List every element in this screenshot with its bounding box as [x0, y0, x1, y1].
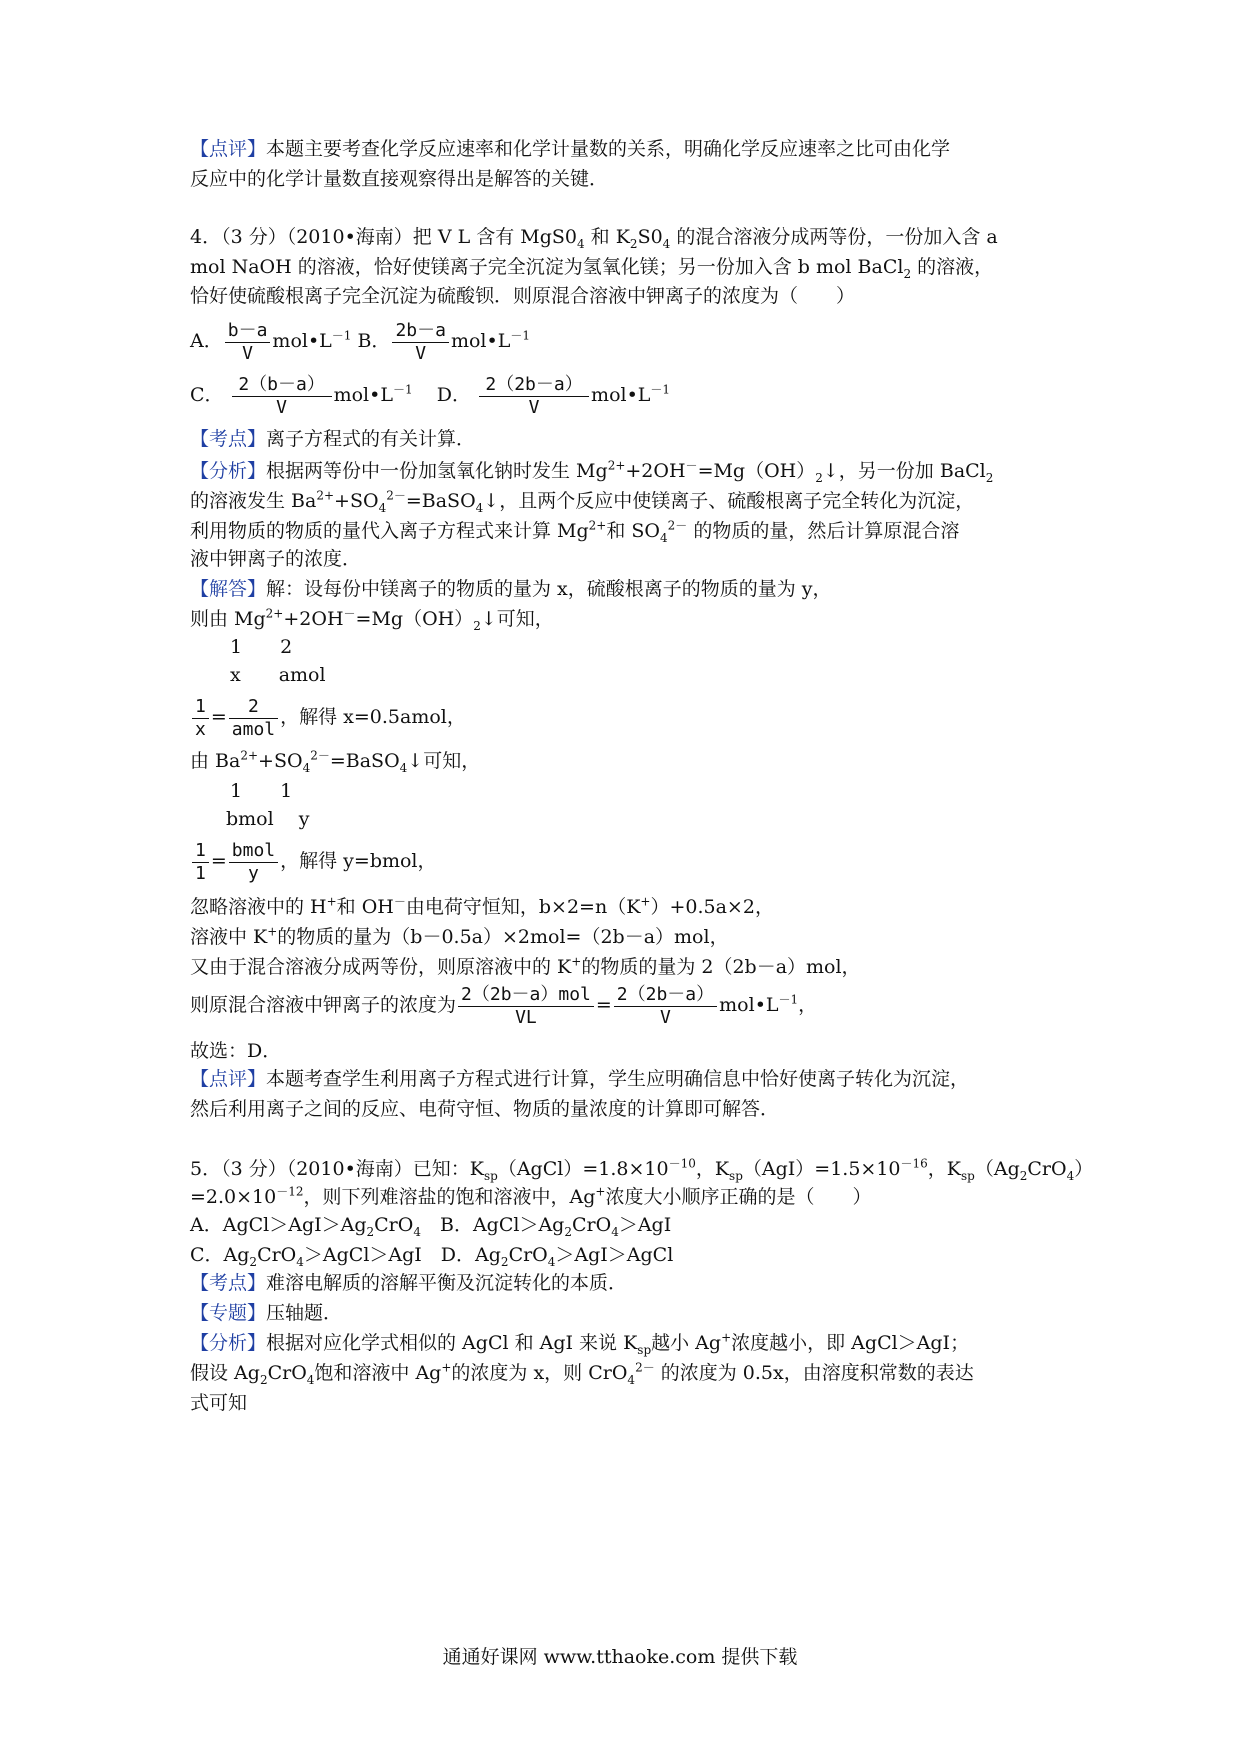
ratio-row: [226, 804, 309, 834]
sup: －1: [392, 382, 413, 397]
unit: mol•L: [591, 384, 651, 406]
sub: 2: [985, 470, 994, 485]
equation-line: $\frac{1}{x}$ = $\frac{2}{\text{amol}}$ ，解得 x=0.5amol，: [190, 692, 466, 742]
sub: 2: [564, 1224, 572, 1239]
text: 4．（3 分）（2010•海南）把 V L 含有 MgS0: [190, 226, 577, 248]
sup: 2+: [607, 458, 626, 473]
question-5-line: [190, 1154, 1093, 1184]
text: CrO: [508, 1244, 548, 1266]
unit: mol•L: [450, 330, 511, 352]
text: 的溶液发生 Ba: [190, 490, 317, 512]
review-line: [190, 1064, 969, 1094]
text: =BaSO: [405, 490, 476, 512]
fraction: [192, 840, 209, 885]
sub: 4: [413, 1224, 421, 1239]
text: 的浓度为 0.5x，由溶度积常数的表达: [654, 1362, 974, 1384]
sup: －1: [650, 382, 671, 397]
text: 式可知: [190, 1392, 248, 1414]
sub: 4: [399, 760, 408, 775]
text: ）: [1074, 1158, 1094, 1180]
text: B．AgCl＞Ag: [420, 1214, 565, 1236]
numerator: 2b－a: [395, 319, 446, 341]
sup: +: [721, 1330, 732, 1345]
text: CrO: [571, 1214, 612, 1236]
sup: 2－: [667, 518, 688, 533]
text: 的溶液，: [911, 256, 994, 278]
text: =BaSO: [329, 750, 400, 772]
options-ab: [190, 318, 530, 365]
text: 则原混合溶液中钾离子的浓度为: [190, 994, 457, 1016]
text: 压轴题．: [266, 1302, 343, 1324]
text: ，K: [927, 1158, 961, 1180]
text: 溶液中 K: [190, 926, 268, 948]
text: ↓可知，: [407, 750, 481, 772]
denominator: V: [479, 396, 589, 419]
sup: 2+: [588, 518, 607, 533]
fraction: [229, 840, 278, 885]
numerator: 2（2b－a）mol: [461, 983, 591, 1005]
text: =Mg（OH）: [355, 608, 474, 630]
numerator: 2（2b－a）: [616, 983, 715, 1005]
fraction: [232, 374, 332, 419]
jieda-line: [190, 922, 729, 952]
option-d-label: D．: [436, 384, 471, 406]
review-line: [190, 164, 608, 194]
text: 越小 Ag: [651, 1332, 722, 1354]
tag-dianping: 【点评】: [190, 138, 267, 160]
sub: 4: [611, 1224, 619, 1239]
text: 离子方程式的有关计算．: [266, 428, 476, 450]
options-cd: [190, 1240, 673, 1270]
ratio-row: [230, 776, 292, 806]
equation-line: $\frac{1}{1}$ = $\frac{\text{bmol}}{y}$ ，解得 y=bmol，: [190, 836, 437, 886]
text: ＞AgI＞AgCl: [555, 1244, 674, 1266]
text: 本题考查学生利用离子方程式进行计算，学生应明确信息中恰好使离子转化为沉淀，: [266, 1068, 970, 1090]
sub: 4: [302, 760, 311, 775]
text: 的浓度为 x，则 CrO: [451, 1362, 628, 1384]
text: CrO: [374, 1214, 414, 1236]
text: ，则下列难溶盐的饱和溶液中，Ag: [303, 1186, 596, 1208]
unit: mol•L: [719, 994, 779, 1016]
fenxi-line: [190, 1358, 974, 1388]
options-cd: [190, 372, 670, 419]
text: =2.0×10: [190, 1186, 277, 1208]
sup: 2+: [265, 606, 284, 621]
text: +SO: [334, 490, 379, 512]
review-text: 反应中的化学计量数直接观察得出是解答的关键．: [190, 168, 609, 190]
fenxi-line: [190, 486, 974, 516]
text: （Ag: [974, 1158, 1020, 1180]
tag-zhuanti: 【专题】: [190, 1302, 267, 1324]
sup: +: [571, 954, 582, 969]
numerator: 2: [248, 695, 259, 717]
numerator: 2（2b－a）: [485, 373, 583, 395]
equation-line: 则原混合溶液中钾离子的浓度为 $\frac{\text{2（2b－a）mol}}{VL}$ = $\frac{2(2b-a)}{V}$ $mol•L^{-1}$，: [190, 983, 818, 1028]
sup: －: [343, 606, 356, 621]
text: ↓可知，: [480, 608, 554, 630]
fenxi-line: [190, 456, 993, 486]
fenxi-line: [190, 544, 361, 574]
sub: 2: [249, 1254, 258, 1269]
sup: －16: [900, 1156, 928, 1171]
sub: sp: [483, 1168, 498, 1183]
sup: 2－: [386, 488, 406, 503]
text: 1 1: [230, 780, 293, 802]
numerator: 2（b－a）: [238, 373, 325, 395]
text: ↓，且两个反应中使镁离子、硫酸根离子完全转化为沉淀，: [483, 490, 975, 512]
tag-dianping: 【点评】: [190, 1068, 267, 1090]
text: x amol: [230, 664, 326, 686]
text: +SO: [258, 750, 303, 772]
option-c-label: C．: [190, 384, 224, 406]
sub: sp: [637, 1342, 652, 1357]
text: A．AgCl＞AgI＞Ag: [190, 1214, 367, 1236]
text: bmol y: [226, 808, 310, 830]
text: =Mg（OH）: [697, 460, 816, 482]
question-5-line: [190, 1182, 871, 1212]
text: +2OH: [283, 608, 344, 630]
sub: 4: [577, 236, 585, 251]
text: 和 OH: [336, 896, 394, 918]
text: ，: [798, 994, 818, 1016]
text: 液中钾离子的浓度．: [190, 548, 362, 570]
sup: +: [595, 1184, 606, 1199]
text: 解：设每份中镁离子的物质的量为 x，硫酸根离子的物质的量为 y，: [266, 578, 832, 600]
text: ）+0.5a×2，: [650, 896, 774, 918]
text: 忽略溶液中的 H: [190, 896, 327, 918]
text: S0: [637, 226, 663, 248]
denominator: V: [232, 396, 332, 419]
text: 恰好使硫酸根离子完全沉淀为硫酸钡．则原混合溶液中钾离子的浓度为（ ）: [190, 285, 856, 307]
sup: －: [685, 458, 698, 473]
sub: sp: [729, 1168, 743, 1183]
sup: －1: [510, 328, 530, 343]
fenxi-line: [190, 1328, 969, 1358]
text: mol NaOH 的溶液，恰好使镁离子完全沉淀为氢氧化镁；另一份加入含 b mol BaCl: [190, 256, 904, 278]
text: 的物质的量，然后计算原混合溶: [687, 520, 960, 542]
text: 则由 Mg: [190, 608, 266, 630]
fenxi-line: [190, 1388, 247, 1418]
zhuanti-line: [190, 1298, 342, 1328]
kaodian-line: [190, 1268, 627, 1298]
sub: 2: [500, 1254, 509, 1269]
sub: 2: [259, 1372, 268, 1387]
sup: 2+: [240, 748, 259, 763]
fraction: [479, 374, 589, 419]
tag-fenxi: 【分析】: [190, 460, 267, 482]
text: 和 K: [584, 226, 630, 248]
sup: －1: [331, 328, 352, 343]
jieda-line: [190, 746, 480, 776]
text: 饱和溶液中 Ag: [314, 1362, 442, 1384]
sup: －: [393, 894, 406, 909]
sup: 2－: [635, 1360, 655, 1375]
review-line: [190, 1094, 779, 1124]
denominator: V: [392, 342, 449, 365]
review-text: 本题主要考查化学反应速率和化学计量数的关系，明确化学反应速率之比可由化学: [266, 138, 951, 160]
sub: 4: [1066, 1168, 1075, 1183]
unit: mol•L: [333, 384, 393, 406]
text: 又由于混合溶液分成两等份，则原溶液中的 K: [190, 956, 572, 978]
option-a-label: A．: [190, 330, 223, 352]
question-4-line: [190, 222, 998, 252]
ratio-row: [230, 632, 292, 662]
text: 然后利用离子之间的反应、电荷守恒、物质的量浓度的计算即可解答．: [190, 1098, 780, 1120]
text: ＞AgI: [618, 1214, 672, 1236]
jieda-line: [190, 574, 832, 604]
text: CrO: [1027, 1158, 1067, 1180]
text: 故选：D．: [190, 1040, 282, 1062]
text: ，解得 x=0.5amol，: [280, 706, 466, 728]
sup: +: [267, 924, 278, 939]
text: 浓度大小顺序正确的是（ ）: [605, 1186, 872, 1208]
text: 由 Ba: [190, 750, 241, 772]
denominator: V: [614, 1006, 717, 1029]
numerator: 1: [195, 695, 206, 717]
sub: 4: [547, 1254, 556, 1269]
text: 浓度越小，即 AgCl＞AgI；: [731, 1332, 970, 1354]
numerator: 1: [195, 839, 206, 861]
tag-kaodian: 【考点】: [190, 1272, 267, 1294]
sup: －12: [276, 1184, 304, 1199]
denominator: x: [192, 718, 209, 741]
sub: 4: [378, 500, 387, 515]
text: 根据对应化学式相似的 AgCl 和 AgI 来说 K: [266, 1332, 638, 1354]
denominator: V: [225, 342, 271, 365]
text: 的物质的量为（b－0.5a）×2mol=（2b－a）mol，: [277, 926, 729, 948]
sup: 2+: [316, 488, 335, 503]
text: C．Ag: [190, 1244, 250, 1266]
tag-kaodian: 【考点】: [190, 428, 267, 450]
sub: sp: [961, 1168, 975, 1183]
sub: 2: [473, 618, 481, 633]
tag-fenxi: 【分析】: [190, 1332, 267, 1354]
sup: －1: [778, 992, 799, 1007]
sup: －10: [668, 1156, 696, 1171]
sup: 2－: [310, 748, 330, 763]
denominator: amol: [229, 718, 278, 741]
denominator: y: [229, 862, 278, 885]
jieda-line: [190, 952, 861, 982]
sub: 4: [296, 1254, 304, 1269]
sub: 4: [627, 1372, 636, 1387]
sup: +: [326, 894, 337, 909]
text: CrO: [257, 1244, 297, 1266]
answer-line: [190, 1036, 281, 1066]
fraction: [392, 320, 449, 365]
sub: 2: [366, 1224, 375, 1239]
text: 的混合溶液分成两等份，一份加入含 a: [670, 226, 998, 248]
ratio-row: [230, 660, 326, 690]
sup: +: [640, 894, 651, 909]
fraction: [614, 984, 717, 1029]
denominator: VL: [458, 1006, 594, 1029]
fraction: [458, 984, 594, 1029]
fenxi-line: [190, 516, 959, 546]
text: 和 SO: [606, 520, 661, 542]
option-b-label: B．: [351, 330, 391, 352]
numerator: b－a: [227, 319, 268, 341]
text: ↓，另一份加 BaCl: [822, 460, 986, 482]
sub: 2: [903, 266, 912, 281]
sub: 2: [629, 236, 638, 251]
document-page: [190, 0, 1094, 1754]
text: 难溶电解质的溶解平衡及沉淀转化的本质．: [266, 1272, 628, 1294]
tag-jieda: 【解答】: [190, 578, 267, 600]
denominator: 1: [192, 862, 209, 885]
text: 1 2: [230, 636, 293, 658]
question-4-line: [190, 252, 993, 282]
fraction: [225, 320, 271, 365]
fraction: [192, 696, 209, 741]
jieda-line: [190, 604, 554, 634]
page-footer: 通通好课网 www.tthaoke.com 提供下载: [442, 1646, 798, 1668]
kaodian-line: [190, 424, 475, 454]
text: ，K: [695, 1158, 730, 1180]
unit: mol•L: [272, 330, 332, 352]
text: 假设 Ag: [190, 1362, 260, 1384]
fraction: [229, 696, 278, 741]
text: 的物质的量为 2（2b－a）mol，: [581, 956, 861, 978]
jieda-line: [190, 892, 774, 922]
text: CrO: [267, 1362, 307, 1384]
text: ＞AgCl＞AgI D．Ag: [303, 1244, 501, 1266]
text: +2OH: [625, 460, 686, 482]
text: （AgCl）=1.8×10: [497, 1158, 669, 1180]
sub: 4: [475, 500, 484, 515]
text: ，解得 y=bmol，: [280, 850, 437, 872]
sup: +: [441, 1360, 452, 1375]
sub: 2: [1019, 1168, 1028, 1183]
text: 根据两等份中一份加氢氧化钠时发生 Mg: [266, 460, 608, 482]
sub: 4: [660, 530, 668, 545]
text: 5．（3 分）（2010•海南）已知：K: [190, 1158, 484, 1180]
sub: 2: [815, 470, 823, 485]
sub: 4: [662, 236, 671, 251]
options-ab: [190, 1210, 671, 1240]
review-line: [190, 134, 950, 164]
text: （AgI）=1.5×10: [742, 1158, 901, 1180]
text: 由电荷守恒知，b×2=n（K: [405, 896, 641, 918]
question-4-line: [190, 281, 855, 311]
numerator: bmol: [231, 839, 276, 861]
text: 利用物质的物质的量代入离子方程式来计算 Mg: [190, 520, 589, 542]
sub: 4: [306, 1372, 315, 1387]
